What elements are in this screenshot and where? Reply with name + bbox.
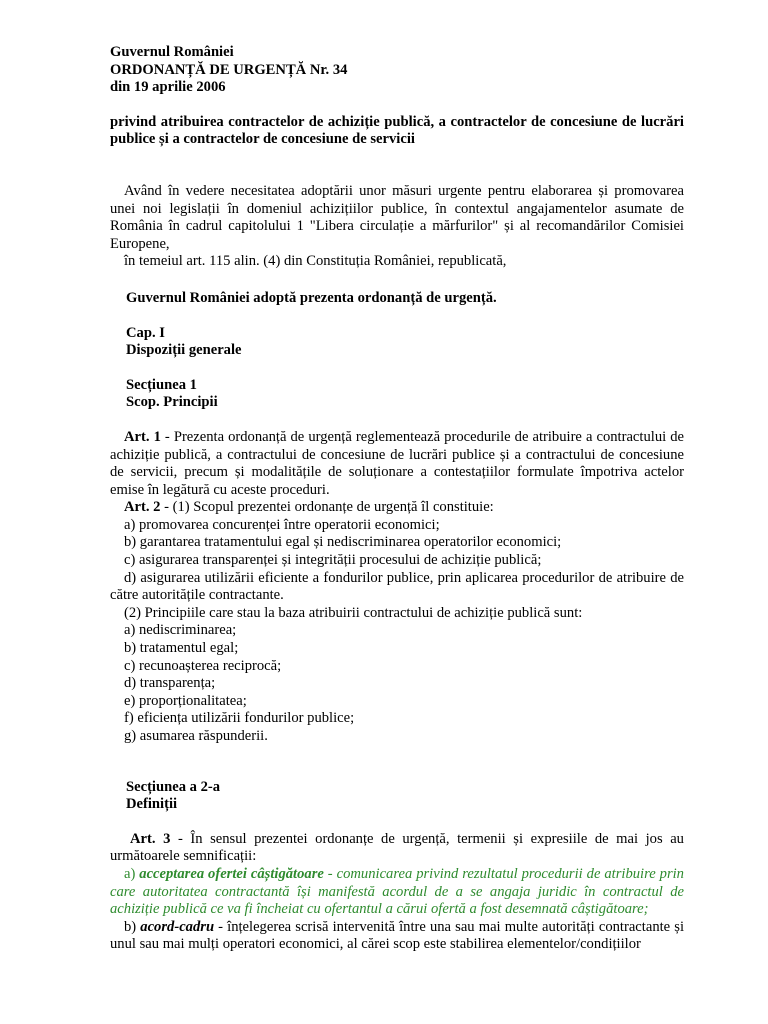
definition-b-text: - înțelegerea scrisă intervenită între una sau mai multe autorități contractante și unul sau mai mulți operatori economici, al cărei scop este stabilirea elementelor/condițiilor (110, 918, 684, 953)
adoption-statement: Guvernul României adoptă prezenta ordonanță de urgență. (126, 289, 497, 306)
preamble-paragraph-2: în temeiul art. 115 alin. (4) din Constituția României, republicată, (124, 253, 507, 270)
list-item: d) asigurarea utilizării eficiente a fondurilor publice, prin aplicarea procedurilor de atribuire de către autoritățile contractante. (110, 569, 684, 604)
article-2-label: Art. 2 (124, 499, 161, 516)
header-date: din 19 aprilie 2006 (110, 79, 226, 96)
list-item: c) recunoașterea reciprocă; (124, 657, 282, 674)
header-ordinance: ORDONANȚĂ DE URGENȚĂ Nr. 34 (110, 61, 348, 78)
section-1-title: Scop. Principii (126, 394, 218, 411)
list-item: b) garantarea tratamentului egal și nediscriminarea operatorilor economici; (124, 534, 562, 551)
list-item: d) transparența; (124, 675, 216, 692)
header-gov: Guvernul României (110, 44, 234, 60)
definition-b-prefix: b) (124, 918, 141, 935)
definition-a-term: acceptarea ofertei câștigătoare (139, 865, 324, 882)
article-3 (110, 831, 684, 866)
definition-b (110, 919, 684, 954)
list-item: c) asigurarea transparenței și integrității procesului de achiziție publică; (124, 552, 542, 569)
definition-b-term: acord-cadru (140, 918, 215, 935)
definition-a-prefix: a) (124, 865, 140, 882)
article-3-label: Art. 3 (130, 830, 171, 847)
article-1-label: Art. 1 (124, 428, 161, 445)
article-2 (110, 499, 684, 517)
document-title: privind atribuirea contractelor de achiziție publică, a contractelor de concesiune de lucrări publice și a contractelor de concesiune de servicii (110, 113, 684, 148)
chapter-title: Dispoziții generale (126, 342, 242, 359)
list-item: f) eficiența utilizării fondurilor publice; (124, 710, 355, 727)
definition-a-text: - comunicarea privind rezultatul procedurii de atribuire prin care autoritatea contractantă își manifestă acordul de a se angaja juridic în contractul de achiziție publică ce va fi încheiat cu ofertantul a cărui ofertă a fost desemnată câștigătoare; (110, 865, 684, 918)
list-item: g) asumarea răspunderii. (124, 728, 268, 744)
list-item: b) tratamentul egal; (124, 640, 239, 657)
list-item: a) nediscriminarea; (124, 622, 237, 639)
preamble-paragraph-1: Având în vedere necesitatea adoptării unor măsuri urgente pentru elaborarea și promovarea unei noi legislații în domeniul achizițiilor publice, în contextul angajamentelor asumate de România în cadrul capitolului 1 "Libera circulație a mărfurilor" și al recomandărilor Comisiei Europene, (110, 182, 684, 252)
article-2-paragraph-2: (2) Principiile care stau la baza atribuirii contractului de achiziție publică sunt: (124, 604, 583, 621)
chapter-label: Cap. I (126, 324, 165, 341)
section-1-label: Secțiunea 1 (126, 376, 197, 393)
article-2-text: - (1) Scopul prezentei ordonanțe de urgență îl constituie: (160, 499, 494, 516)
document-content (110, 44, 684, 954)
list-item: e) proporționalitatea; (124, 692, 247, 709)
definition-a (110, 866, 684, 919)
article-1-text: - Prezenta ordonanță de urgență reglementează procedurile de atribuire a contractului de achiziție publică, a contractului de concesiune de lucrări publice și a contractului de concesiune de servicii, precum și modalitățile de soluționare a contestațiilor formulate împotriva actelor emise în legătură cu aceste proceduri. (110, 428, 684, 498)
article-1 (110, 429, 684, 499)
list-item: a) promovarea concurenței între operatorii economici; (124, 516, 440, 533)
section-2-label: Secțiunea a 2-a (126, 778, 221, 795)
section-2-title: Definiții (126, 796, 178, 813)
article-3-text: - În sensul prezentei ordonanțe de urgență, termenii și expresiile de mai jos au următoarele semnificații: (110, 830, 684, 865)
